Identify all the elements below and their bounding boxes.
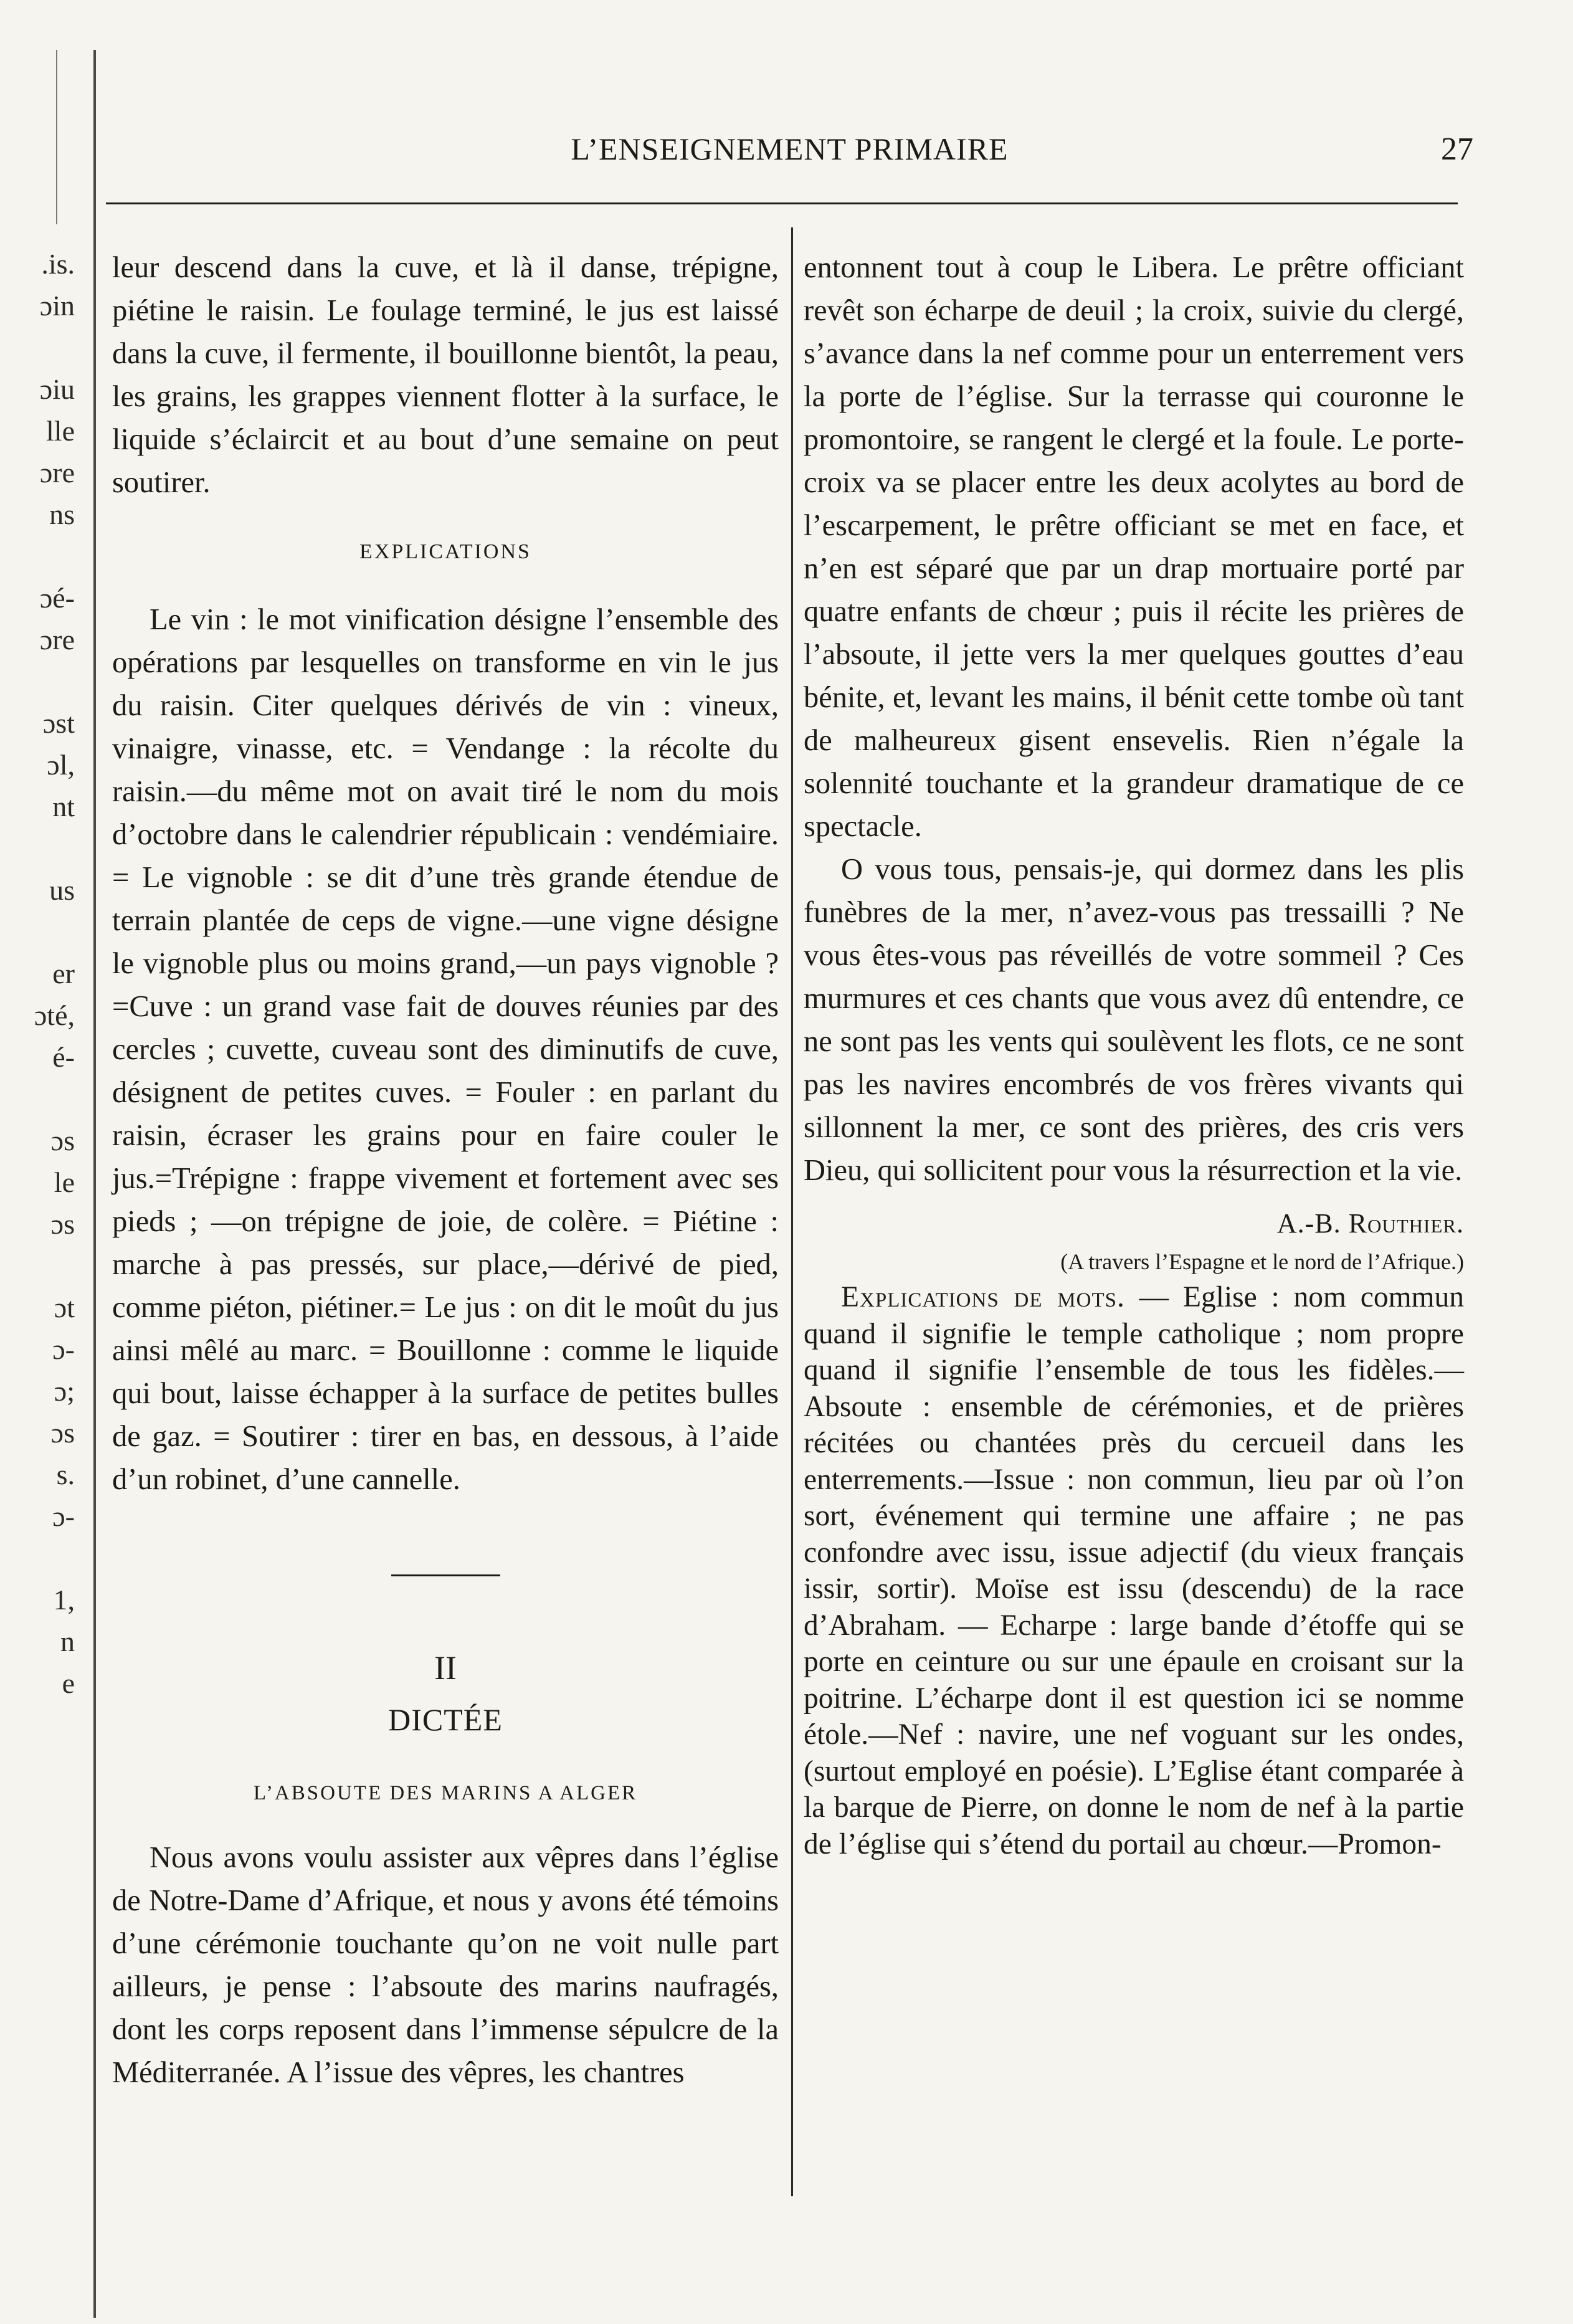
bleed-fragment bbox=[0, 911, 75, 953]
vendange-paragraph: leur descend dans la cuve, et là il danse, trépigne, piétine le raisin. Le foulage terminé, le jus est laissé dans la cuve, il fermente, il bouillonne bientôt, la peau, les grains, les grappes viennent flotter à la surface, le liquide s’éclaircit et au bout d’une semaine on peut soutirer. bbox=[112, 251, 779, 499]
bleed-fragment: ɔiu bbox=[39, 373, 75, 405]
bleed-fragment bbox=[0, 326, 75, 368]
running-head: L’ENSEIGNEMENT PRIMAIRE bbox=[571, 131, 1009, 166]
bleed-fragment: é- bbox=[52, 1041, 75, 1073]
bleed-fragment: ɔé- bbox=[39, 582, 75, 614]
dictee-paragraph-2: O vous tous, pensais-je, qui dormez dans les plis funèbres de la mer, n’avez-vous pas tressailli ? Ne vous êtes-vous pas réveillés de votre sommeil ? Ces murmures et ces chants que vous avez dû entendre, ce ne sont pas les vents qui soulèvent les flots, ce ne sont pas les navires encombrés de vos frères vivants qui sillonnent la mer, ce sont des prières, des cris vers Dieu, qui sollicitent pour vous la résurrection et la vie. bbox=[804, 853, 1464, 1187]
dictee-paragraph-start: Nous avons voulu assister aux vêpres dans l’église de Notre-Dame d’Afrique, et nous y avons été témoins d’une cérémonie touchante qu’on ne voit nulle part ailleurs, je pense : l’absoute des marins naufragés, dont les corps reposent dans l’immense sépulcre de la Méditerranée. A l’issue des vêpres, les chantres bbox=[112, 1841, 779, 2089]
page-number: 27 bbox=[1441, 131, 1473, 167]
bleed-fragment bbox=[0, 1537, 75, 1579]
dictee-heading: DICTÉE bbox=[388, 1702, 503, 1737]
bleed-fragment: lle bbox=[46, 415, 75, 447]
bleed-fragment: n bbox=[60, 1626, 75, 1657]
dictee-paragraph-continued: entonnent tout à coup le Libera. Le prêtre officiant revêt son écharpe de deuil ; la croix, suivie du clergé, s’avance dans la nef comme pour un enterrement vers la porte de l’église. Sur la terrasse qui couronne le promontoire, se rangent le clergé et la foule. Le porte-croix va se placer entre les deux acolytes au bord de l’escarpement, le prêtre officiant se met en face, et n’en est séparé que par un drap mortuaire porté par quatre enfants de chœur ; puis il récite les prières de l’absoute, il jette vers la mer quelques gouttes d’eau bénite, et, levant les mains, il bénit cette tombe où tant de malheureux gisent ensevelis. Rien n’égale la solennité touchante et la grandeur dramatique de ce spectacle. bbox=[804, 251, 1464, 843]
gutter-line bbox=[93, 50, 96, 2318]
bleed-fragment: ɔ; bbox=[54, 1375, 75, 1407]
section-rule bbox=[391, 1574, 500, 1576]
bleed-fragment bbox=[0, 827, 75, 869]
bleed-fragment: ɔs bbox=[50, 1208, 75, 1240]
page-header bbox=[106, 131, 1473, 181]
bleed-fragment: le bbox=[54, 1166, 75, 1198]
bleed-fragment: e bbox=[62, 1667, 75, 1699]
bleed-fragment: nt bbox=[52, 791, 75, 822]
bleed-fragment bbox=[0, 1245, 75, 1287]
dictee-subtitle: L’ABSOUTE DES MARINS A ALGER bbox=[253, 1782, 638, 1804]
bleed-fragment: ɔin bbox=[39, 290, 75, 321]
bleed-fragment bbox=[0, 535, 75, 577]
bleed-fragment: ɔté, bbox=[34, 999, 75, 1031]
header-rule bbox=[106, 202, 1458, 204]
bleed-fragment: er bbox=[52, 958, 75, 989]
section-numeral: II bbox=[434, 1649, 457, 1687]
column-divider bbox=[791, 227, 793, 2196]
explications-mots-paragraph bbox=[804, 1279, 1464, 1862]
bleed-fragment: ɔs bbox=[50, 1125, 75, 1156]
source-citation: (A travers l’Espagne et le nord de l’Afrique.) bbox=[1060, 1249, 1464, 1274]
bleed-fragment: ɔre bbox=[39, 624, 75, 655]
bleed-fragment: ns bbox=[49, 498, 75, 530]
bleed-fragment: ɔ- bbox=[52, 1500, 75, 1532]
left-column bbox=[112, 246, 779, 2094]
gutter-line-secondary bbox=[56, 50, 57, 224]
bleed-fragment: ɔre bbox=[39, 457, 75, 488]
bleed-fragment: us bbox=[49, 874, 75, 906]
explications-mots-label: Explications de mots. bbox=[841, 1281, 1125, 1313]
right-column bbox=[804, 246, 1464, 1862]
bleed-fragment: ɔt bbox=[54, 1292, 75, 1323]
bleed-fragment bbox=[0, 1078, 75, 1120]
bleed-fragment: .is. bbox=[41, 248, 75, 280]
explications-mots-text: — Eglise : nom commun quand il signifie le temple catholique ; nom propre quand il signifie l’ensemble de tous les fidèles.—Absoute : ensemble de cérémonies, et de prières récitées ou chantées près du cercueil dans les enterrements.—Issue : non commun, lieu par où l’on sort, événement qui termine une affaire ; ne pas confondre avec issu, issue adjectif (du vieux français issir, sortir). Moïse est issu (descendu) de la race d’Abraham. — Echarpe : large bande d’étoffe qui se porte en ceinture ou sur une épaule en croisant sur la poitrine. L’écharpe dont il est question ici se nomme étole.—Nef : navire, une nef voguant sur les ondes, (surtout employé en poésie). L’Eglise étant comparée à la barque de Pierre, on donne le nom de nef à la partie de l’église qui s’étend du portail au chœur.—Promon- bbox=[804, 1281, 1464, 1860]
bleed-fragment: 1, bbox=[53, 1584, 75, 1616]
bleed-fragment: ɔl, bbox=[47, 749, 75, 781]
bleed-fragment: ɔs bbox=[50, 1417, 75, 1449]
bleed-fragment bbox=[0, 660, 75, 702]
previous-page-bleed bbox=[0, 243, 75, 1704]
bleed-fragment: ɔ- bbox=[52, 1333, 75, 1365]
bleed-fragment: s. bbox=[56, 1459, 75, 1490]
explications-heading: EXPLICATIONS bbox=[359, 540, 531, 563]
author-attribution: A.-B. Routhier. bbox=[1276, 1208, 1464, 1239]
bleed-fragment: ɔst bbox=[42, 707, 75, 739]
explications-paragraph: Le vin : le mot vinification désigne l’ensemble des opérations par lesquelles on transforme en vin le jus du raisin. Citer quelques dérivés de vin : vineux, vinaigre, vinasse, etc. = Vendange : la récolte du raisin.—du même mot on avait tiré le nom du mois d’octobre dans le calendrier républicain : vendémiaire. = Le vignoble : se dit d’une très grande étendue de terrain plantée de ceps de vigne.—une vigne désigne le vignoble plus ou moins grand,—un pays vignoble ?=Cuve : un grand vase fait de douves réunies par des cercles ; cuvette, cuveau sont des diminutifs de cuve, désignent de petites cuves. = Fouler : en parlant du raisin, écraser les grains pour en faire couler le jus.=Trépigne : frappe vivement et fortement avec ses pieds ; —on trépigne de joie, de colère. = Piétine : marche à pas pressés, sur place,—dérivé de pied, comme piéton, piétiner.= Le jus : on dit le moût du jus ainsi mêlé au marc. = Bouillonne : comme le liquide qui bout, laisse échapper à la surface de petites bulles de gaz. = Soutirer : tirer en bas, en dessous, à l’aide d’un robinet, d’une cannelle. bbox=[112, 603, 779, 1496]
